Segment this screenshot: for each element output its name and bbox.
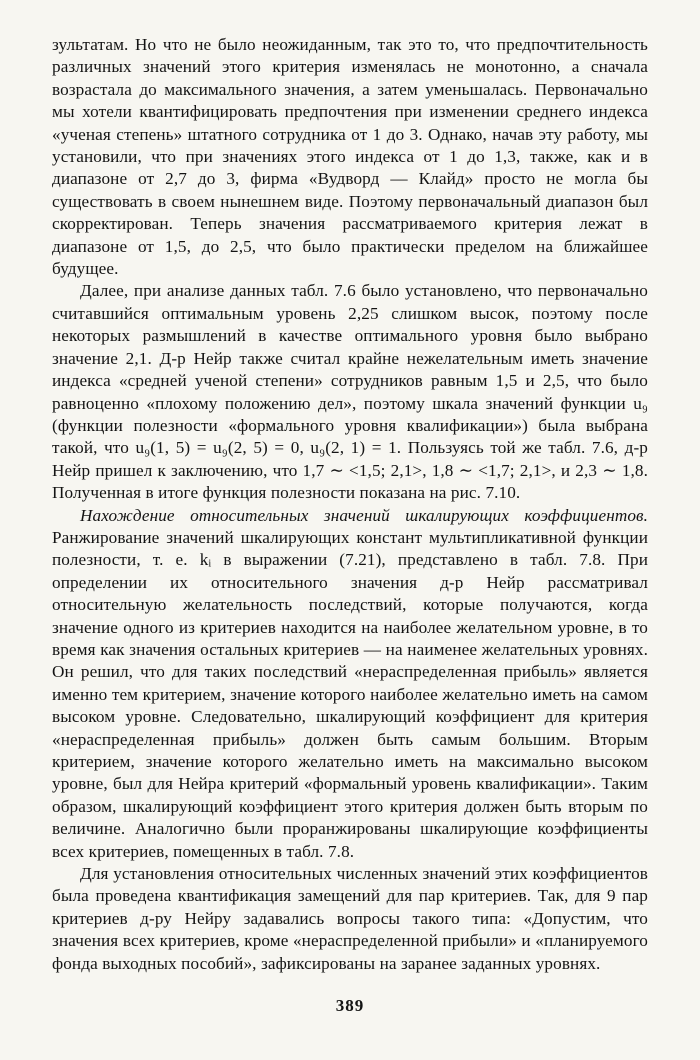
paragraph-3 bbox=[52, 505, 648, 864]
paragraph-3-text: Ранжирование значений шкалирующих констант мультипликативной функции полезности, т. е. kᵢ в выражении (7.21), представлено в табл. 7.8. При определении их относительного значения д-р Нейр рассматривал относительную желательность последствий, которые получаются, когда значение одного из критериев находится на наиболее желательном уровне, в то время как значения остальных критериев — на наименее желательных уровнях. Он решил, что для таких последствий «нераспределенная прибыль» является именно тем критерием, значение которого наиболее желательно иметь на самом высоком уровне. Следовательно, шкалирующий коэффициент для критерия «нераспределенная прибыль» должен быть самым большим. Вторым критерием, значение которого желательно иметь на максимально высоком уровне, был для Нейра критерий «формальный уровень квалификации». Таким образом, шкалирующий коэффициент этого критерия должен быть вторым по величине. Аналогично были проранжированы шкалирующие коэффициенты всех критериев, помещенных в табл. 7.8. bbox=[52, 527, 648, 861]
paragraph-1 bbox=[52, 34, 648, 280]
paragraph-4 bbox=[52, 863, 648, 975]
paragraph-2 bbox=[52, 280, 648, 504]
paragraph-4-text: Для установления относительных численных значений этих коэффициентов была проведена квантификация замещений для пар критериев. Так, для 9 пар критериев д-ру Нейру задавались вопросы такого типа: «Допустим, что значения всех критериев, кроме «нераспределенной прибыли» и «планируемого фонда выходных пособий», зафиксированы на заранее заданных уровнях. bbox=[52, 864, 648, 973]
paragraph-2-text: Далее, при анализе данных табл. 7.6 было установлено, что первоначально считавшийся оптимальным уровень 2,25 слишком высок, поэтому после некоторых размышлений в качестве оптимального уровня было выбрано значение 2,1. Д-р Нейр также считал крайне нежелательным иметь значение индекса «средней ученой степени» сотрудников равным 1,5 и 2,5, что было равноценно «плохому положению дел», поэтому шкала значений функции u₉ (функции полезности «формального уровня квалификации») была выбрана такой, что u₉(1, 5) = u₉(2, 5) = 0, u₉(2, 1) = 1. Пользуясь той же табл. 7.6, д-р Нейр пришел к заключению, что 1,7 ∼ <1,5; 2,1>, 1,8 ∼ <1,7; 2,1>, и 2,3 ∼ 1,8. Полученная в итоге функция полезности показана на рис. 7.10. bbox=[52, 281, 648, 503]
page-number: 389 bbox=[335, 996, 365, 1015]
paragraph-1-text: зультатам. Но что не было неожиданным, так это то, что предпочтительность различных значений этого критерия изменялась не монотонно, а сначала возрастала до максимального значения, а затем уменьшалась. Первоначально мы хотели квантифицировать предпочтения при изменении среднего индекса «ученая степень» штатного сотрудника от 1 до 3. Однако, начав эту работу, мы установили, что при значениях этого индекса от 1 до 1,3, также, как и в диапазоне от 2,7 до 3, фирма «Вудворд — Клайд» просто не могла бы существовать в своем нынешнем виде. Поэтому первоначальный диапазон был скорректирован. Теперь значения рассматриваемого критерия лежат в диапазоне от 1,5, до 2,5, что было практически пределом на ближайшее будущее. bbox=[52, 35, 648, 279]
section-lead-heading: Нахождение относительных значений шкалирующих коэффициентов. bbox=[80, 505, 648, 525]
